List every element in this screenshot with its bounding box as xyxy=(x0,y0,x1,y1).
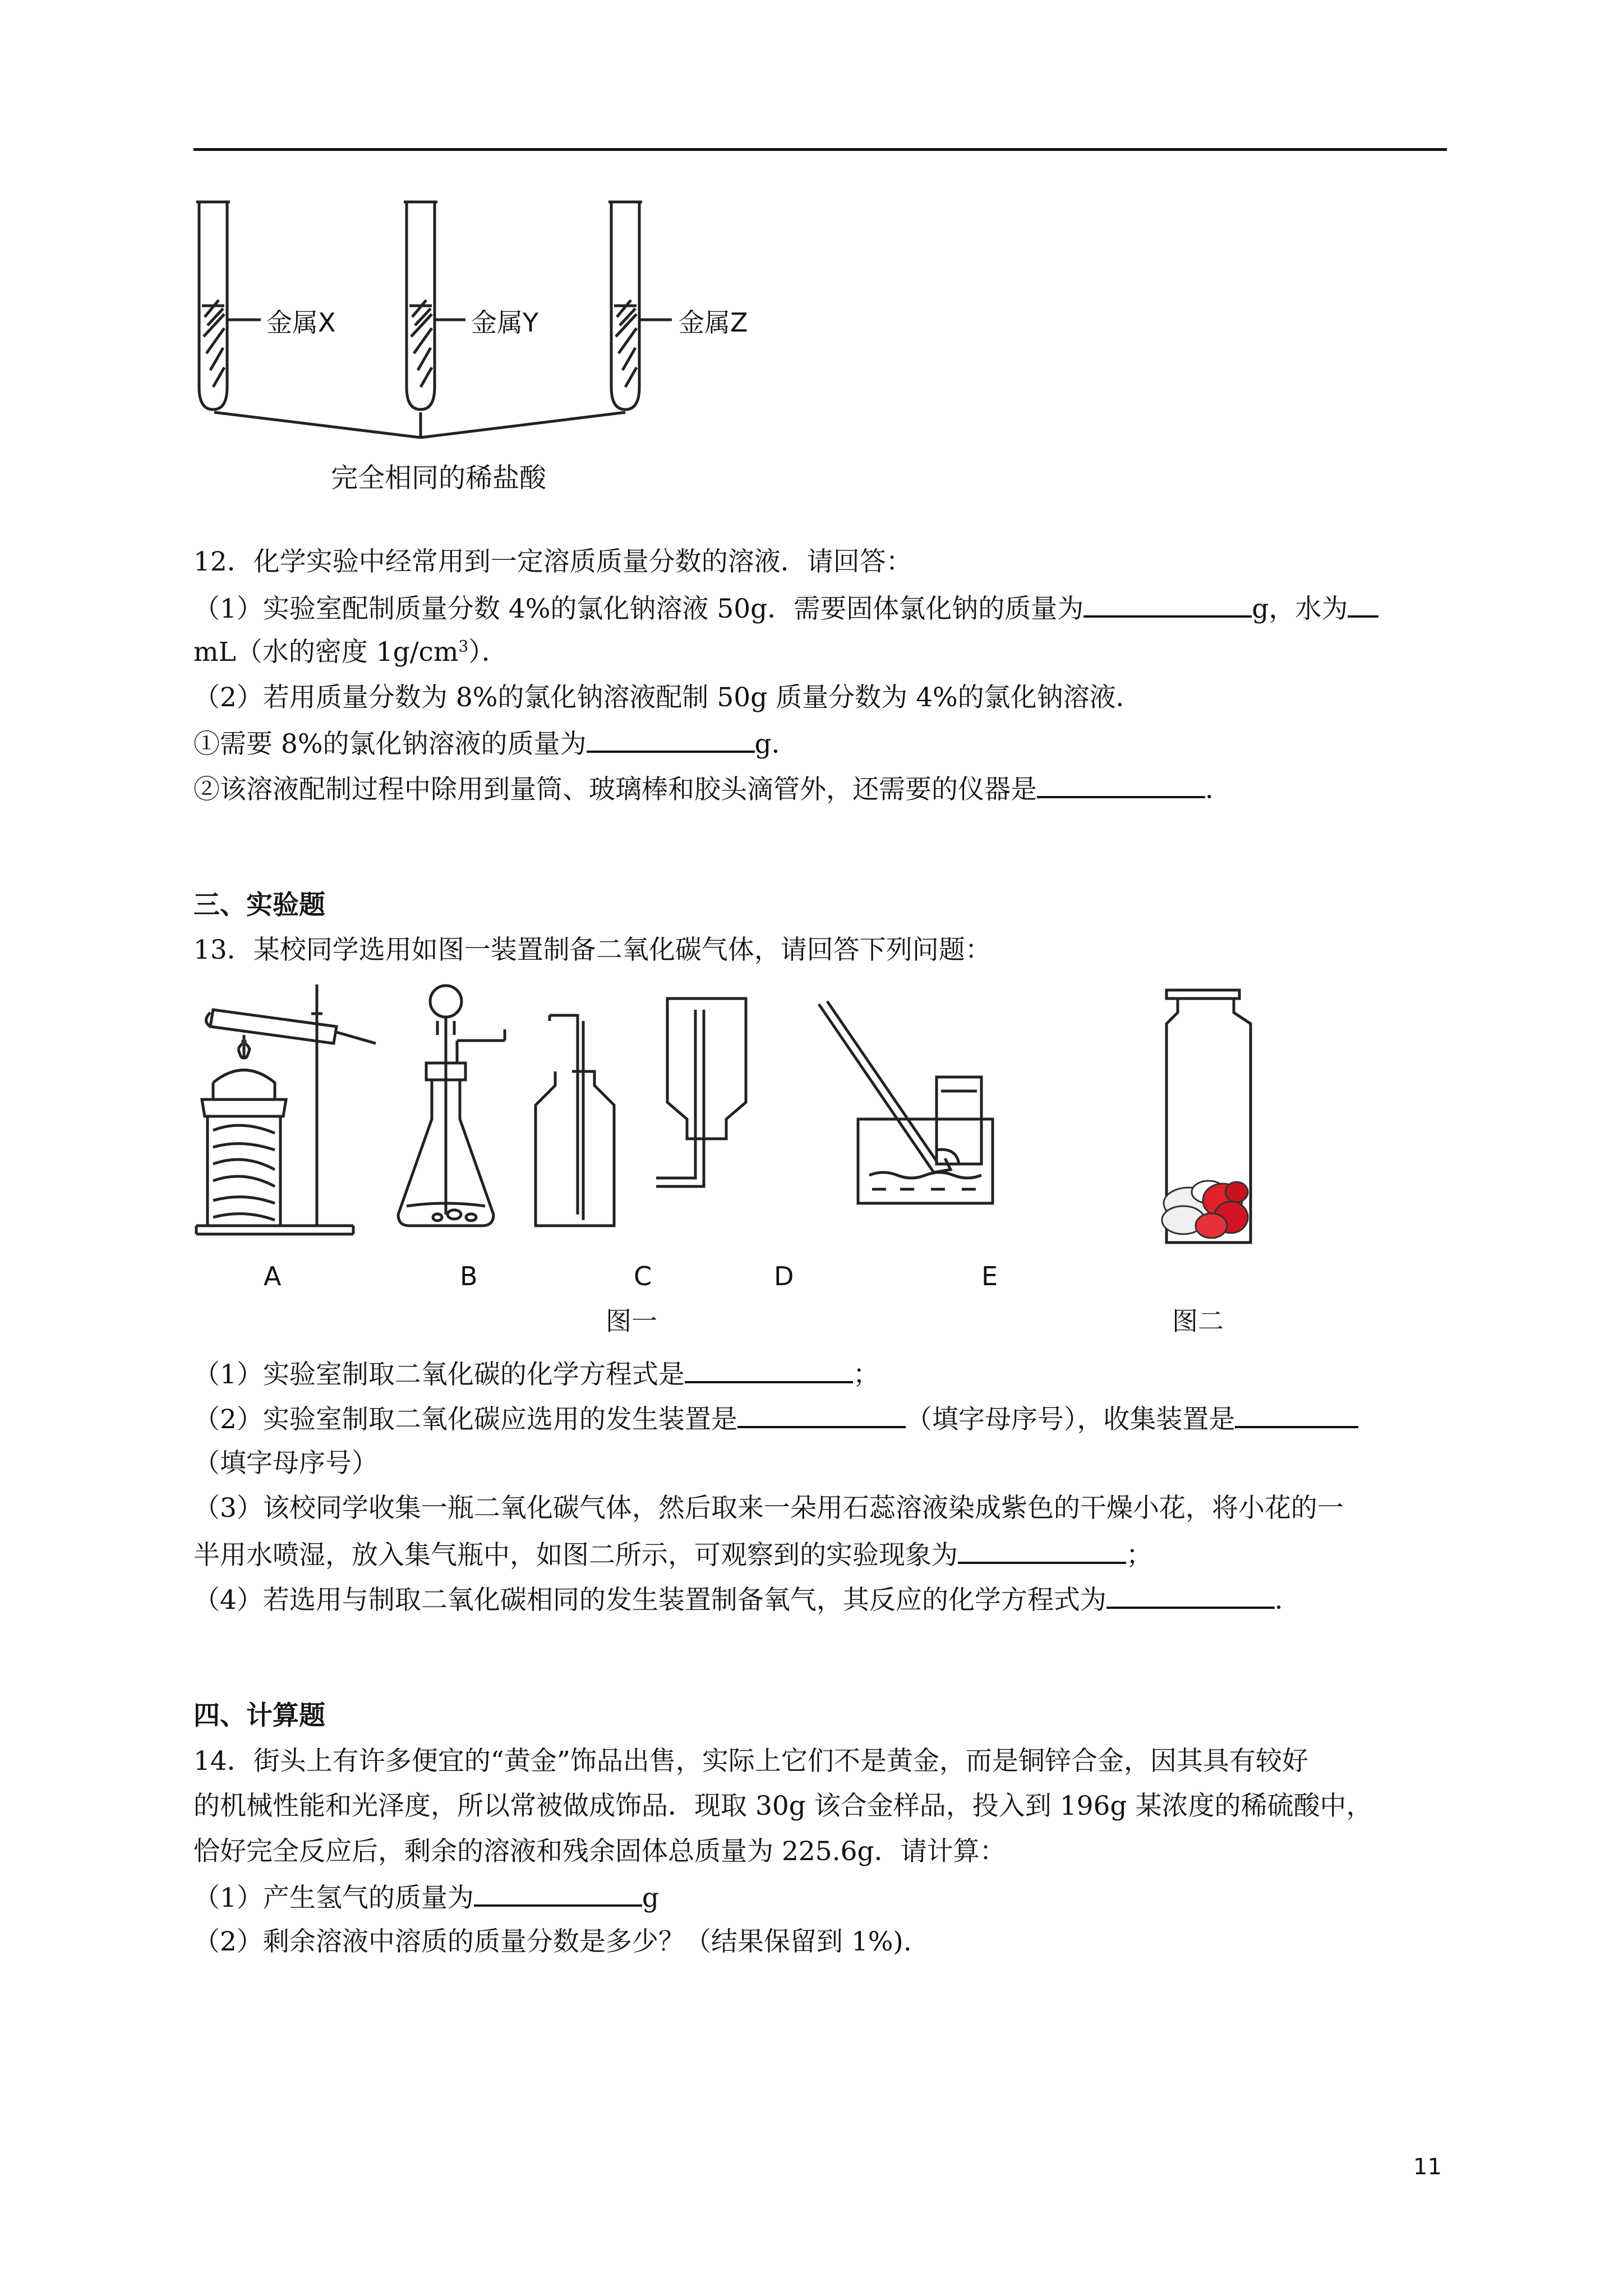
litmus-flower xyxy=(1162,1181,1248,1238)
q13-part4-text-b: ． xyxy=(1274,1585,1301,1616)
figure-2-caption: 图二 xyxy=(1172,1306,1224,1336)
q14-part1-text-b: g xyxy=(642,1883,659,1913)
q13-answer-blank-phenomenon[interactable] xyxy=(958,1537,1126,1564)
q14-part1 xyxy=(193,1880,659,1915)
q13-stem: 13．某校同学选用如图一装置制备二氧化碳气体，请回答下列问题： xyxy=(193,935,992,965)
q12-part2-1-text-a: ①需要 8%的氯化钠溶液的质量为 xyxy=(193,729,587,760)
q12-part2-2 xyxy=(193,771,1232,807)
apparatus-label-b: B xyxy=(460,1261,478,1291)
q13-part2-text-b: （填字母序号），收集装置是 xyxy=(905,1404,1235,1435)
q12-part2-2-text-b: ． xyxy=(1205,774,1232,805)
metal-x-label: 金属X xyxy=(266,307,336,338)
q13-part2-line2: （填字母序号） xyxy=(193,1448,378,1479)
q12-answer-blank-water-volume[interactable] xyxy=(1348,591,1378,618)
q12-part2-2-text-a: ②该溶液配制过程中除用到量筒、玻璃棒和胶头滴管外，还需要的仪器是 xyxy=(193,774,1037,805)
metal-z-label: 金属Z xyxy=(679,307,748,338)
apparatus-label-c: C xyxy=(634,1261,652,1291)
q12-part1-text-a: （1）实验室配制质量分数 4%的氯化钠溶液 50g．需要固体氯化钠的质量为 xyxy=(193,593,1084,624)
q13-part3-text-b: 半用水喷湿，放入集气瓶中，如图二所示，可观察到的实验现象为 xyxy=(193,1540,958,1571)
q12-part2-1 xyxy=(193,726,798,761)
apparatus-b xyxy=(398,986,505,1226)
page-number: 11 xyxy=(1413,2154,1442,2180)
q13-part1 xyxy=(193,1356,879,1392)
q14-answer-blank-hydrogen-mass[interactable] xyxy=(474,1880,642,1907)
apparatus-e xyxy=(819,1001,993,1203)
section-3-title: 三、实验题 xyxy=(193,890,325,921)
apparatus-figure xyxy=(191,979,1290,1248)
q13-part1-text-b: ； xyxy=(852,1359,879,1390)
q13-part2-text-a: （2）实验室制取二氧化碳应选用的发生装置是 xyxy=(193,1404,737,1435)
q12-part2: （2）若用质量分数为 8%的氯化钠溶液配制 50g 质量分数为 4%的氯化钠溶液． xyxy=(193,682,1142,713)
q13-part4 xyxy=(193,1582,1301,1617)
header-rule xyxy=(193,148,1447,151)
q13-part1-text-a: （1）实验室制取二氧化碳的化学方程式是 xyxy=(193,1359,685,1390)
apparatus-label-d: D xyxy=(774,1261,794,1291)
q14-line2: 的机械性能和光泽度，所以常被做成饰品．现取 30g 该合金样品，投入到 196g 某浓度的稀硫酸中， xyxy=(193,1791,1373,1821)
apparatus-label-a: A xyxy=(264,1261,282,1291)
q13-part3-line1: （3）该校同学收集一瓶二氧化碳气体，然后取来一朵用石蕊溶液染成紫色的干燥小花，将小花的一 xyxy=(193,1493,1344,1524)
q12-part1-text-d: ）． xyxy=(468,637,508,668)
q13-answer-blank-oxygen-equation[interactable] xyxy=(1106,1582,1275,1609)
q12-answer-blank-nacl-mass[interactable] xyxy=(1083,591,1252,618)
test-tubes-figure xyxy=(185,191,802,505)
q14-part1-text-a: （1）产生氢气的质量为 xyxy=(193,1883,474,1913)
apparatus-a xyxy=(196,984,376,1234)
q12-answer-blank-instrument[interactable] xyxy=(1037,771,1205,798)
hydrochloric-acid-caption: 完全相同的稀盐酸 xyxy=(331,462,547,494)
apparatus-label-e: E xyxy=(981,1261,998,1291)
apparatus-d xyxy=(656,999,746,1186)
apparatus-c xyxy=(536,1015,614,1226)
metal-y-label: 金属Y xyxy=(471,307,539,338)
figure-1-caption: 图一 xyxy=(606,1306,657,1336)
q13-answer-blank-collector[interactable] xyxy=(1235,1401,1358,1428)
q12-part1-text-c: mL（水的密度 1g/cm xyxy=(193,637,459,668)
q13-answer-blank-generator[interactable] xyxy=(737,1401,906,1428)
q12-stem: 12．化学实验中经常用到一定溶质质量分数的溶液．请回答： xyxy=(193,546,912,577)
q12-part1-superscript: 3 xyxy=(458,637,469,656)
section-4-title: 四、计算题 xyxy=(193,1700,325,1731)
q13-part3-line2 xyxy=(193,1537,1152,1572)
q13-answer-blank-equation[interactable] xyxy=(685,1356,853,1383)
q12-part1-line2 xyxy=(193,636,508,669)
q12-part1-line1 xyxy=(193,591,1378,626)
q14-line1: 14．街头上有许多便宜的“黄金”饰品出售，实际上它们不是黄金，而是铜锌合金，因其具有较好 xyxy=(193,1746,1308,1777)
q13-part4-text-a: （4）若选用与制取二氧化碳相同的发生装置制备氧气，其反应的化学方程式为 xyxy=(193,1585,1106,1616)
q12-part1-text-b: g，水为 xyxy=(1252,593,1348,624)
q14-part2: （2）剩余溶液中溶质的质量分数是多少？（结果保留到 1%). xyxy=(193,1926,912,1957)
q13-part3-text-c: ； xyxy=(1126,1540,1152,1571)
q13-part2-line1 xyxy=(193,1401,1358,1437)
q12-part2-1-text-b: g． xyxy=(754,729,798,760)
q12-answer-blank-solution-mass[interactable] xyxy=(587,726,755,753)
q14-line3: 恰好完全反应后，剩余的溶液和残余固体总质量为 225.6g．请计算： xyxy=(193,1836,1006,1867)
